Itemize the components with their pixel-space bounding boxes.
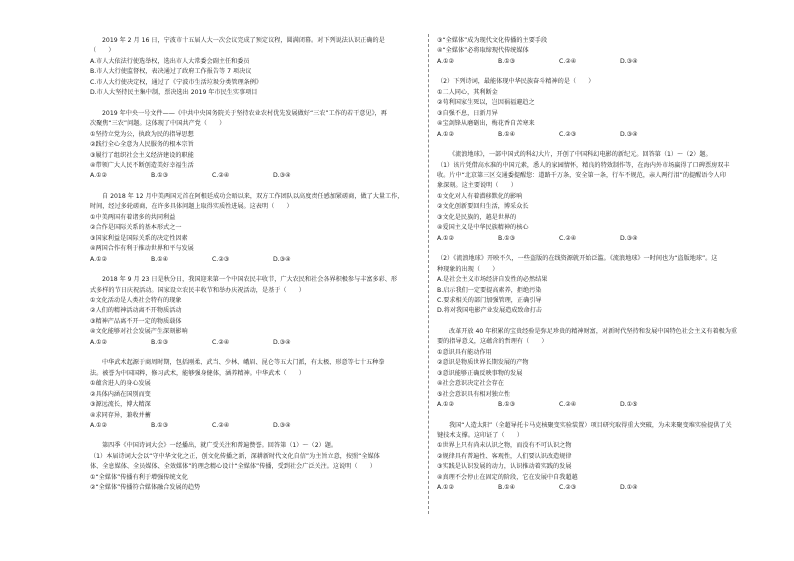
answer-options [90, 171, 420, 181]
answer-option: A.①② [437, 57, 455, 65]
question-line: ⑤社会意识具有相对独立性 [437, 390, 511, 398]
answer-options [90, 338, 420, 348]
question-line: 2019 年中央一号文件——《中共中央国务院关于坚持农业农村优先发展做好“三农”工作的若干意见》，再 [102, 109, 387, 117]
question-line: C.市人大行使决定权，通过了《宁波市生活垃圾分类管理条例》 [90, 78, 263, 86]
question-line: 第四季《中国诗词大会》一经播出，就广受关注和普遍赞誉。回答第（1）～（2）题。 [102, 442, 338, 450]
question-line: 我国“人造太阳”（全超导托卡马克核聚变实验装置）项目研究取得重大突破，为未来聚变堆实验提供了关 [449, 421, 732, 429]
question-line: 时间，经过多轮磋商，在许多具体问题上取得实质性进展。这表明（ ） [90, 203, 293, 211]
answer-option: A.①② [437, 401, 455, 409]
answer-option: A.①② [437, 234, 455, 242]
answer-option: C.②④ [559, 234, 577, 242]
answer-option: D.③④ [273, 338, 291, 346]
question-line: ③文化是民族的，越是世界的 [437, 213, 517, 221]
left-column [90, 36, 420, 504]
answer-option: B.①④ [151, 255, 169, 263]
answer-option: C.②③ [559, 130, 577, 138]
question-line: ①坚持立党为公，执政为民的指导思想 [90, 130, 194, 138]
question-line: ④宝剑锋从磨砺出，梅花香自苦寒来 [437, 120, 535, 128]
question-line: D.市人大坚持民主集中制，票决选出 2019 年市民生实事项目 [90, 89, 258, 97]
answer-option: C.②④ [212, 172, 230, 180]
answer-options [437, 483, 767, 493]
question-line: ②苟利国家生死以，岂因祸福避趋之 [437, 99, 535, 107]
question-line: ②规律具有普遍性、客观性，人们要认识改造规律 [437, 452, 572, 460]
answer-option: B.①③ [498, 57, 516, 65]
question-line: ③“全媒体”成为现代文化传播的主要手段 [437, 37, 548, 44]
answer-option: B.①③ [151, 172, 169, 180]
question-line: ③自强不息，日新月异 [437, 109, 498, 117]
answer-option: D.①⑤ [620, 401, 638, 409]
question-block [437, 254, 767, 317]
answer-option: C.②④ [559, 401, 577, 409]
question-block [90, 275, 420, 348]
answer-option: A.①② [437, 484, 455, 492]
question-line: 自 2018 年 12 月中美两国元首在阿根廷成功会晤以来，双方工作团队以高度责任感加紧磋商，做了大量工作， [102, 192, 404, 200]
question-line: 次聚焦“三农”问题。这体现了中国共产党（ ） [90, 120, 226, 128]
question-line: ④求同存异，兼收并蓄 [90, 411, 151, 419]
answer-option: B.①③ [498, 401, 516, 409]
question-block [90, 109, 420, 182]
question-line: ①意识具有能动作用 [437, 348, 492, 356]
answer-option: D.③④ [620, 234, 638, 242]
question-line: 改革开放 40 年积累的宝贵经验是弥足珍贵的精神财富，对新时代坚持和发展中国特色社会主义有着极为重 [449, 327, 738, 335]
answer-option: D.③④ [273, 172, 291, 180]
answer-option: D.③④ [620, 57, 638, 65]
question-line: ①蕴含进人的身心发展 [90, 380, 151, 388]
question-line: （2）《流浪地球》开映不久，一些盗版的在线资源就开始泛滥。《流浪地球》一时间也为“盗版地球”。这 [437, 255, 718, 263]
question-block [437, 77, 767, 140]
question-line: ④社会意识决定社会存在 [437, 380, 504, 388]
answer-option: B.①③ [151, 421, 169, 429]
question-line: C.要求相关的部门加强管理，正确引导 [437, 296, 542, 304]
answer-option: A.①② [90, 421, 108, 429]
question-line: （2）下列诗词，最能体现中华民族奋斗精神的是（ ） [437, 78, 595, 86]
answer-option: A.①② [90, 172, 108, 180]
question-block [437, 421, 767, 494]
question-line: 《流浪地球》，一部中国式的科幻大片，开创了中国科幻电影的新纪元。回答第（1）～（2）题。 [449, 151, 712, 159]
question-line: ②意识是物质世界长期发展的产物 [437, 359, 529, 367]
question-line: ①“全媒体”传播有利于增强传统文化 [90, 473, 188, 481]
answer-options [437, 234, 767, 244]
answer-option: B.①③ [151, 338, 169, 346]
answer-options [90, 255, 420, 265]
question-block [90, 192, 420, 265]
question-line: ③意识能够正确反映事物的发展 [437, 369, 523, 377]
answer-option: C.②④ [212, 421, 230, 429]
question-line: ③精神产品离不开一定的物质载体 [90, 317, 182, 325]
question-block [437, 36, 767, 67]
question-line: ④“全媒体”必将取缔现代传统媒体 [437, 47, 529, 55]
question-line: 2019 年 2 月 16 日，宁波市十五届人大一次会议完成了预定议程，圆满闭幕。对下列说法认识正确的是 [102, 37, 385, 44]
question-line: ②文化创新要回归生活，博采众长 [437, 203, 529, 211]
question-line: B.启示我们一定要提高素养，拒绝污染 [437, 286, 542, 294]
question-block [437, 150, 767, 244]
question-line: D.将对我国电影产业发展造成致命打击 [437, 307, 542, 315]
question-line: 收。片中“北京第三区交通委提醒您：道路千万条，安全第一条，行车不规范，亲人两行泪”的提醒语令人印 [437, 171, 726, 179]
answer-option: C.②③ [559, 484, 577, 492]
question-line: A.是社会主义市场经济自发性的必然结果 [437, 276, 548, 284]
answer-option: B.①④ [498, 484, 516, 492]
answer-options [437, 130, 767, 140]
question-line: ②人们的精神活动离不开物质活动 [90, 307, 182, 315]
question-line: （1）该片凭借高水准的中国元素，悉人的家园情怀，精良的特效制作等，在海内外市场赢得了口碑票房双丰 [437, 161, 730, 169]
right-column [437, 36, 767, 504]
question-line: ④爱国主义是中华民族精神的核心 [437, 224, 529, 232]
question-line: ②“全媒体”传播符合媒体融合发展的趋势 [90, 484, 201, 492]
question-line: （ ） [90, 47, 115, 55]
question-line: ④文化能够对社会发展产生深刻影响 [90, 328, 188, 336]
question-line: 种现象的出现（ ） [437, 265, 499, 273]
question-line: ①文化对人有着潜移默化的影响 [437, 192, 523, 200]
question-line: 象深刻。这主要说明（ ） [437, 182, 517, 190]
question-line: ④两国合作有利于推动世界和平与发展 [90, 245, 194, 253]
question-line: ①世界上只有尚未认识之物，而没有不可认识之物 [437, 442, 572, 450]
question-line: 2018 年 9 月 23 日是秋分日，我国迎来第一个中国农民丰收节，广大农民和社会各界积极参与丰富多彩、形 [102, 276, 398, 284]
answer-option: D.③④ [273, 421, 291, 429]
question-line: （1）本届诗词大会以“守中华文化之正，创文化传播之新，深耕新时代文化自信”为主旨立意，按照“全媒体 [90, 452, 380, 460]
question-line: ①文化活动是人类社会特有的现象 [90, 296, 182, 304]
question-line: ①二人同心，其利断金 [437, 88, 498, 96]
answer-options [437, 57, 767, 67]
question-line: ④真理不会停止在固定的阶段，它在发展中自我超越 [437, 473, 578, 481]
answer-option: B.①③ [498, 234, 516, 242]
answer-option: C.②④ [212, 338, 230, 346]
question-line: B.市人大行使监督权，表决通过了政府工作报告等 7 项决议 [90, 68, 252, 76]
question-line: ③履行了组织社会主义经济建设的职能 [90, 151, 194, 159]
question-block [90, 358, 420, 431]
question-line: ②具体内涵在国别而变 [90, 390, 151, 398]
question-line: 要的指导意义，这蕴含的哲理有（ ） [437, 338, 548, 346]
question-block [90, 441, 420, 493]
question-line: 式多样的节日庆祝活动。国家设立农民丰收节和举办庆祝活动，是基于（ ） [90, 286, 305, 294]
question-line: ②合作是国际关系的基本形式之一 [90, 224, 182, 232]
question-line: ③实践是认识发展的动力，认识推动着实践的发展 [437, 463, 572, 471]
answer-option: A.①② [90, 338, 108, 346]
answer-option: B.①④ [498, 130, 516, 138]
question-line: ①中美两国有着诸多的共同利益 [90, 213, 176, 221]
question-line: 键技术支撑。这印证了（ ） [437, 431, 523, 439]
column-divider [428, 34, 429, 514]
question-block [437, 327, 767, 411]
answer-option: A.①② [90, 255, 108, 263]
answer-options [90, 421, 420, 431]
question-block [90, 36, 420, 99]
question-line: ③国家利益是国际关系的决定性因素 [90, 234, 188, 242]
question-line: ④带领广大人民不断创造美好幸福生活 [90, 161, 194, 169]
answer-options [437, 400, 767, 410]
question-line: 法。被誉为中国国粹，修习武术，能够强身健体，涵养精神。中华武术（ ） [90, 369, 305, 377]
question-line: A.市人大依法行使选举权，选出市人大常委会副主任和委员 [90, 57, 250, 65]
answer-option: D.③④ [273, 255, 291, 263]
question-line: 体、全息媒体、全员媒体、全效媒体”的理念精心设计“全媒体”传播，受到社会广泛关注。这说明（ ） [90, 463, 376, 471]
answer-option: D.③④ [620, 130, 638, 138]
question-line: ②践行全心全意为人民服务的根本宗旨 [90, 141, 194, 149]
answer-option: C.②④ [559, 57, 577, 65]
question-line: ③源远流长，博大精深 [90, 401, 151, 409]
question-line: 中华武术起源于商周时期，包括刚柔、武当、少林、峨眉、昆仑等五大门派，有太极、形意等七十五种拳 [102, 359, 385, 367]
answer-option: D.①④ [620, 484, 638, 492]
answer-option: C.②③ [212, 255, 230, 263]
answer-option: A.①② [437, 130, 455, 138]
